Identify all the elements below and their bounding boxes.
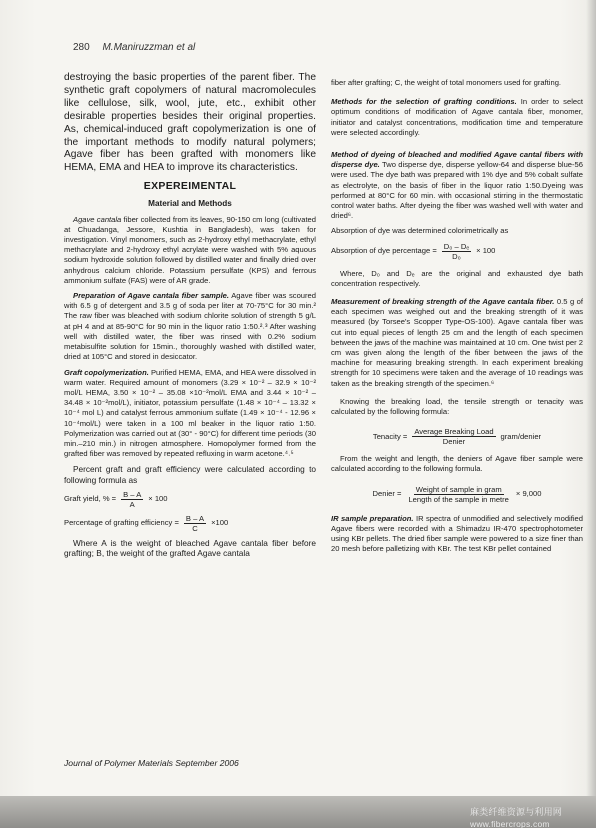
- graft-yield-numerator: B – A: [123, 489, 142, 499]
- watermark-chinese: 麻类纤维资源与利用网: [470, 807, 563, 817]
- tenacity-label: Tenacity =: [372, 431, 408, 441]
- left-column: [64, 72, 316, 558]
- efficiency-numerator: B – A: [185, 513, 205, 523]
- graft-text: Purified HEMA, EMA, and HEA were dissolved in warm water. Required amount of monomers (3.29 × 10⁻² – 32.9 × 10⁻² mol/L HEMA, 3.50 × 10⁻² – 35.08 ×10⁻²mol/L EMA and 3.44 × 10⁻² – 34.48 × 10⁻²mol/L), initiator, potassium persulfate (1.48 × 10⁻⁴ – 13.32 × 10⁻⁴ mol L) and catalyst ferrous ammonium sulfate (1.49 × 10⁻⁴ - 12.96 × 10⁻⁴mol/L) were taken in a 100 ml beaker in the liquor ratio 1:50. Polymerization was carried out at (30° - 90°C) for different time periods (30 min.–210 min.) in nitrogen atmosphere. Homopolymer formed from the grafted fiber was removed by repeated refluxing in warm acetone.⁴˒⁵: [64, 367, 317, 459]
- dyeing-paragraph: [331, 150, 583, 221]
- efficiency-multiplier: ×100: [211, 518, 229, 528]
- materials-text: fiber collected from its leaves, 90-150 cm long (cultivated at Chuadanga, Jessore, Kushtia in Bangladesh), was taken for investigation. Vinyl monomers, such as 2-hydroxy ethyl methacrylate, ethyl methacrylate and 2-hydroxy ethyl acrylate were washed with 5% aquous sodium hydroxide solution followed by distilled water and finally dried over anhydrous calcium chloride. Potassium persulfate (KPS) and ferrous ammonium sulfate (FAS) were of AR grade.: [64, 214, 316, 285]
- where-paragraph: Where A is the weight of bleached Agave cantala fiber before grafting; B, the weight of the grafted Agave cantala: [64, 537, 316, 558]
- preparation-title: Preparation of Agave cantala fiber sample.: [73, 291, 230, 301]
- denier-denominator: Length of the sample in metre: [408, 494, 509, 504]
- absorption-label: Absorption of dye percentage =: [331, 246, 437, 256]
- efficiency-label: Percentage of grafting efficiency =: [64, 518, 179, 528]
- denier-formula: [331, 485, 583, 504]
- graft-paragraph: [64, 368, 316, 460]
- graft-yield-label: Graft yield, % =: [64, 494, 117, 504]
- absorption-denominator: D₀: [452, 251, 461, 261]
- graft-yield-multiplier: × 100: [148, 494, 168, 504]
- percent-paragraph: Percent graft and graft efficiency were calculated according to following formula as: [64, 464, 316, 485]
- tenacity-denominator: Denier: [442, 437, 466, 447]
- dyeing-title: Method of dyeing of bleached and modified Agave cantal fibers with disperse dye.: [331, 150, 583, 170]
- preparation-paragraph: [64, 291, 316, 362]
- species-name: Agave cantala: [73, 214, 122, 224]
- efficiency-denominator: C: [192, 523, 198, 533]
- graft-yield-denominator: A: [129, 499, 135, 509]
- weight-paragraph: From the weight and length, the deniers of Agave fiber sample were calculated according to the following formula.: [331, 454, 583, 474]
- knowing-paragraph: Knowing the breaking load, the tensile strength or tenacity was calculated by the following formula:: [331, 396, 583, 417]
- efficiency-fraction: [184, 514, 206, 533]
- methods-paragraph: [331, 97, 583, 138]
- page-number: 280: [73, 42, 90, 53]
- right-column: [331, 78, 583, 555]
- journal-footer: Journal of Polymer Materials September 2006: [64, 758, 239, 768]
- tenacity-unit: gram/denier: [500, 431, 542, 441]
- ir-paragraph: [331, 514, 583, 555]
- ir-title: IR sample preparation.: [331, 513, 414, 523]
- graft-yield-fraction: [121, 490, 143, 509]
- page-edge-shadow: [586, 0, 596, 828]
- breaking-title: Measurement of breaking strength of the Agave cantala fiber.: [331, 297, 555, 307]
- watermark: [470, 805, 562, 828]
- absorption-multiplier: × 100: [476, 246, 496, 256]
- section-heading: EXPEREIMENTAL: [143, 180, 237, 193]
- continued-paragraph: fiber after grafting; C, the weight of total monomers used for grafting.: [331, 78, 562, 87]
- breaking-text: 0.5 g of each specimen was weighed out and the breaking strength of it was measured (by Torsee's Scopper Type-OS-100). Agave cantala fiber was cut into equal pieces of length 25 cm and the length of each specimen between the jaws of the machine was maintained at 10 cm. One twist per 2 cm was given along the length of the fiber between the jaws of the machine for measuring breaking strength. In each experiment breaking strength for 10 specimens were taken and the average of 10 readings was taken as the breaking strength of the specimen.⁶: [331, 297, 583, 388]
- watermark-url: www.fibercrops.com: [470, 819, 550, 828]
- denier-fraction: [406, 485, 510, 504]
- methods-title: Methods for the selection of grafting conditions.: [331, 97, 517, 107]
- running-header: [73, 42, 195, 53]
- absorption-numerator: D₀ – Dₑ: [443, 241, 470, 251]
- materials-paragraph: [64, 215, 316, 286]
- tenacity-numerator: Average Breaking Load: [414, 427, 494, 437]
- preparation-text: Agave fiber was scoured with 6.5 g of detergent and 3.5 g of soda per liter at 70-75°C for 30 min.² The raw fiber was bleached with sodium chlorite solution of strength 5 g/L at pH 4 and at 85-90°C for 90 min in the liquor ratio 1:50.²˒³ After washing well with distilled water, the fiber was rinsed with 0.2% sodium metabisulfite solution for 15min., thoroughly washed with distilled water, dried at 105°C and stored in desiccator.: [64, 291, 316, 362]
- ir-text: IR spectra of unmodified and selectively modified Agave fibers were recorded with a Shimadzu IR-470 spectrophotometer using KBr pellets. The dried fiber sample were powered to a size finer than 20 mesh before palletizing with KBr. The test KBr pellet contained: [331, 513, 583, 554]
- efficiency-formula: [64, 514, 316, 533]
- denier-numerator: Weight of sample in gram: [415, 484, 502, 494]
- absorption-formula: [331, 242, 583, 261]
- denier-multiplier: × 9,000: [515, 489, 542, 499]
- absorption-fraction: [442, 242, 471, 261]
- dyeing-text: Two disperse dye, disperse yellow-64 and disperse blue-56 were used. The dye bath was prepared with 1% dye and 5% cobalt sulfate as electrolyte, on the basis of fiber in the liquor ratio 1:50.Dyeing was performed at 80°C for 60 min. with occasional stirring in the thermostatic control water baths. After dyeing the fiber was washed well with water and dried⁶.: [331, 160, 583, 221]
- tenacity-formula: [331, 427, 583, 446]
- subsection-heading: Material and Methods: [148, 199, 232, 209]
- running-author: M.Maniruzzman et al: [102, 42, 196, 53]
- where-dye-paragraph: Where, D₀ and Dₑ are the original and exhausted dye bath concentration respectively.: [331, 268, 583, 288]
- breaking-paragraph: [331, 297, 583, 389]
- graft-yield-formula: [64, 490, 316, 509]
- tenacity-fraction: [412, 427, 495, 446]
- methods-text: In order to select optimum conditions of modification of Agave cantala fiber, monomer, initiator and catalyst concentrations, modification time and temperature were selected accordingly.: [331, 97, 584, 137]
- intro-paragraph: destroying the basic properties of the parent fiber. The synthetic graft copolymers of natural macromolecules like cellulose, silk, wool, jute, etc., exhibit other desirable properties besides their original properties. As, chemical-induced graft copolymerization is one of the important methods to modify natural polymers; Agave fiber has been grafted with monomers like HEMA, EMA and HEA to improve its characteristics.: [64, 72, 316, 174]
- graft-title: Graft copolymerization.: [64, 367, 149, 377]
- absorption-intro: Absorption of dye was determined colorimetrically as: [331, 226, 509, 236]
- denier-label: Denier =: [372, 489, 402, 499]
